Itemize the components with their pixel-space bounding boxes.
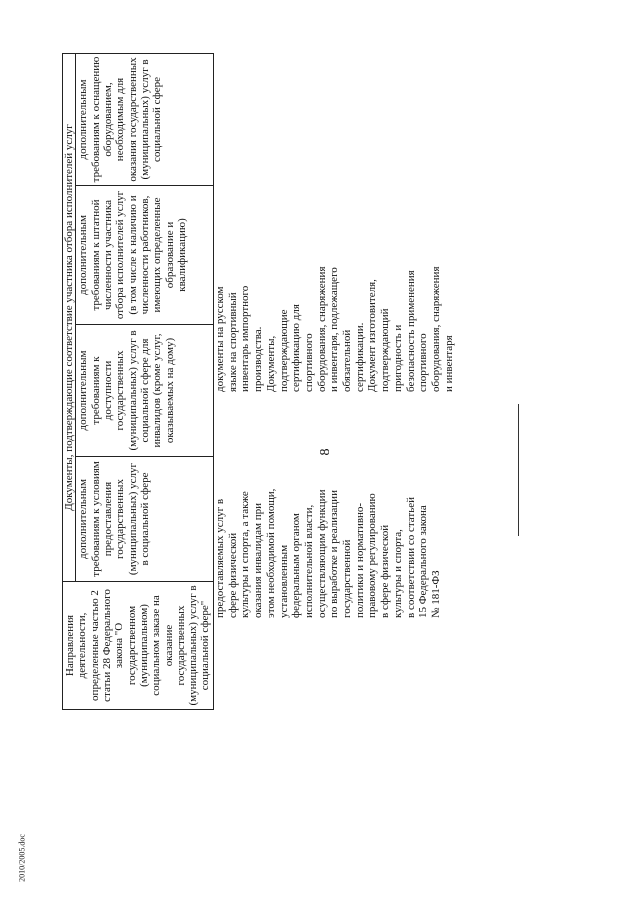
text-line: установленным — [277, 544, 290, 618]
text-line: государственной — [341, 539, 354, 618]
text-line: оборудования, снаряжения — [315, 266, 328, 392]
text-line: культуры и спорта, а также — [239, 491, 252, 618]
text-line: культуры и спорта, — [391, 529, 404, 618]
text-line: языке на спортивный — [226, 292, 239, 392]
text-line: сертификации. — [353, 322, 366, 392]
text-line: Документы, — [264, 335, 277, 392]
equipment-column-text — [214, 194, 455, 392]
accessibility-column-text — [214, 382, 443, 618]
header-conditions: дополнительным требованиям к условиям предоставления государственных (муниципальных) услуг в социальной сфере — [76, 457, 213, 582]
text-line: оказания инвалидам при — [252, 502, 265, 618]
text-line: инвентарь импортного — [239, 285, 252, 392]
header-activity-directions: Направления деятельности, определенные частью 2 статьи 28 Федерального закона "О государственном (муниципальном) социальном заказе на оказание государственных (муниципальных) услуг в социальной сфере" — [63, 582, 214, 710]
header-documents-group: Документы, подтверждающие соответствие участника отбора исполнителей услуг — [63, 53, 76, 581]
text-line: предоставляемых услуг в — [214, 498, 226, 618]
signature-line — [518, 404, 519, 536]
text-line: документы на русском — [214, 286, 226, 392]
text-line: подтверждающий — [379, 308, 392, 392]
text-line: спортивного — [417, 333, 430, 392]
text-line: Документ изготовителя, — [366, 279, 379, 392]
requirements-table — [62, 53, 214, 710]
footer-file-code: 2010/2005.doc — [17, 834, 27, 882]
header-equipment: дополнительным требованиям к оснащению оборудованием, необходимым для оказания государственных (муниципальных) услуг в социальной сфере — [76, 53, 213, 185]
page-number: 8 — [318, 448, 333, 456]
header-accessibility: дополнительным требованиям к доступности государственных (муниципальных) услуг в социальной сфере для инвалидов (кроме услуг, оказываемых на дому) — [76, 325, 213, 457]
text-line: пригодность и — [391, 324, 404, 392]
text-line: политики и нормативно- — [353, 502, 366, 618]
text-line: этом необходимой помощи, — [264, 488, 277, 618]
text-line: 15 Федерального закона — [417, 505, 430, 618]
text-line: федеральным органом — [290, 513, 303, 618]
text-line: исполнительной власти, — [302, 504, 315, 618]
text-line: № 181-ФЗ — [429, 570, 442, 618]
text-line: обязательной — [341, 329, 354, 392]
text-line: безопасность применения — [404, 270, 417, 392]
requirements-table-header — [62, 54, 212, 710]
text-line: спортивного — [302, 333, 315, 392]
text-line: в соответствии со статьей — [404, 497, 417, 618]
text-line: производства. — [252, 326, 265, 392]
header-staffing: дополнительным требованиям к штатной численности участника отбора исполнителей услуг (в том числе к наличию и численности работников, имеющих определенные образование и квалификацию) — [76, 186, 213, 325]
text-line: сфере физической — [226, 532, 239, 618]
text-line: и инвентаря, подлежащего — [328, 267, 341, 392]
text-line: сертификацию для — [290, 304, 303, 392]
text-line: осуществляющим функции — [315, 489, 328, 618]
text-line: и инвентаря — [442, 335, 455, 392]
text-line: подтверждающие — [277, 309, 290, 392]
text-line: в сфере физической — [379, 524, 392, 618]
text-line: оборудования, снаряжения — [429, 266, 442, 392]
text-line: по выработке и реализации — [328, 490, 341, 618]
text-line: правовому регулированию — [366, 493, 379, 618]
